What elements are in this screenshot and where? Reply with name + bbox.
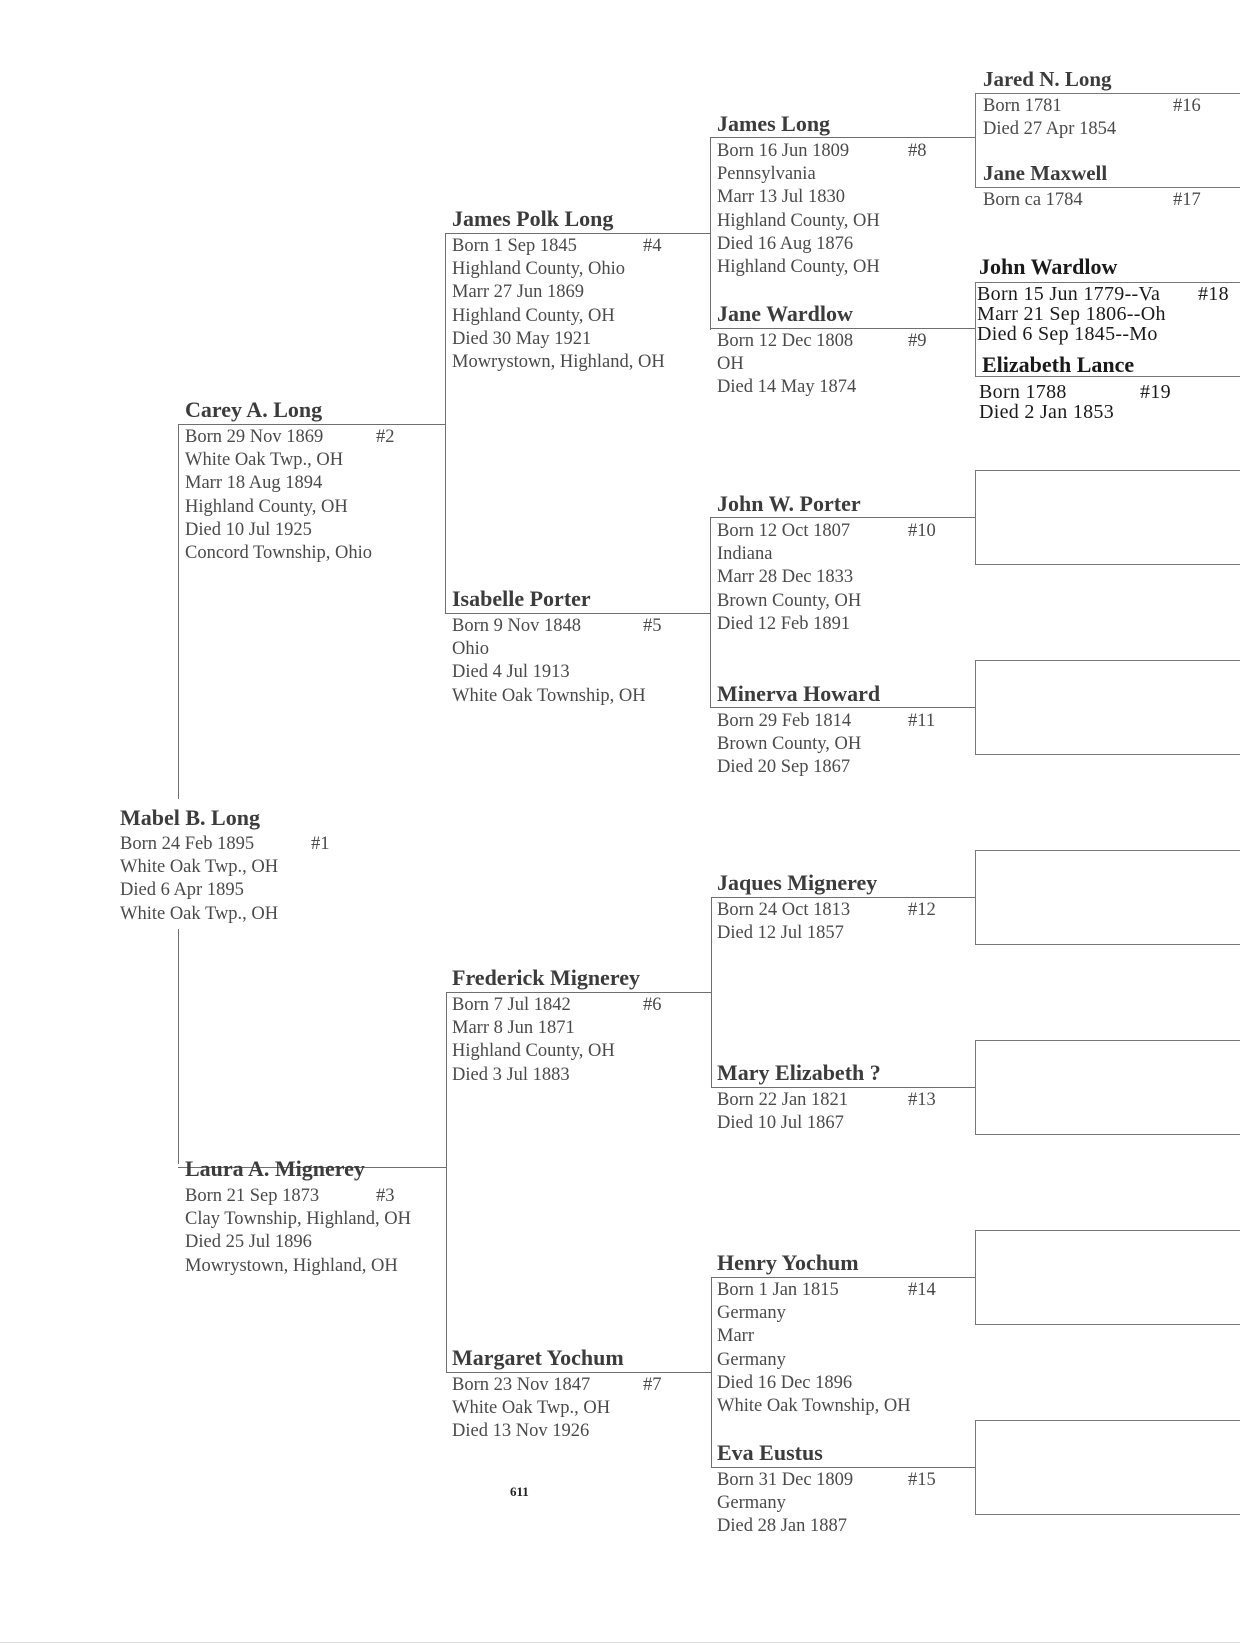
person-number: #12 [908, 900, 936, 920]
person-details [452, 1374, 662, 1444]
detail-line: Indiana [717, 544, 773, 565]
empty-ancestor-box [975, 1040, 1240, 1135]
person-number: #16 [1173, 96, 1201, 116]
empty-ancestor-box [975, 1420, 1240, 1515]
connector [711, 1087, 975, 1088]
detail-line: Born 21 Sep 1873 [185, 1186, 320, 1206]
detail-line: Marr 18 Aug 1894 [185, 473, 323, 494]
empty-ancestor-box [975, 850, 1240, 945]
person-name: Jared N. Long [983, 67, 1112, 91]
detail-line: Clay Township, Highland, OH [185, 1209, 412, 1230]
connector [445, 233, 710, 234]
connector [710, 517, 975, 518]
detail-line: Died 12 Jul 1857 [717, 923, 844, 944]
person-name: Mabel B. Long [120, 805, 260, 830]
person-number: #1 [311, 834, 330, 854]
detail-line: Died 10 Jul 1867 [717, 1113, 844, 1134]
detail-line: Died 25 Jul 1896 [185, 1232, 312, 1253]
person-details [983, 189, 1201, 212]
detail-line: Mowrystown, Highland, OH [185, 1255, 398, 1276]
person-details [977, 283, 1229, 345]
detail-line: OH [717, 354, 744, 375]
person-number: #11 [908, 711, 936, 731]
detail-line: Died 2 Jan 1853 [979, 401, 1115, 423]
detail-line: Germany [717, 1303, 786, 1324]
detail-line: White Oak Twp., OH [120, 857, 279, 878]
person-name: Eva Eustus [717, 1440, 823, 1465]
detail-line: Marr 27 Jun 1869 [452, 282, 585, 303]
connector [445, 233, 446, 613]
connector [710, 328, 975, 329]
person-name: Jane Maxwell [983, 161, 1108, 185]
detail-line: Highland County, Ohio [452, 259, 626, 280]
person-number: #2 [376, 427, 395, 447]
connector [711, 1277, 975, 1278]
detail-line: Died 16 Dec 1896 [717, 1372, 853, 1393]
person-details [979, 381, 1171, 423]
empty-ancestor-box [975, 1230, 1240, 1325]
connector [711, 1277, 712, 1467]
detail-line: White Oak Twp., OH [185, 450, 344, 471]
person-number: #15 [908, 1470, 936, 1490]
detail-line: Pennsylvania [717, 164, 816, 185]
detail-line: Died 10 Jul 1925 [185, 519, 312, 540]
detail-line: Highland County, OH [452, 1041, 615, 1062]
person-details [717, 1279, 936, 1418]
detail-line: Died 28 Jan 1887 [717, 1516, 847, 1537]
person-name: Mary Elizabeth ? [717, 1060, 881, 1085]
person-details [717, 330, 927, 400]
detail-line: Died 6 Apr 1895 [120, 880, 244, 901]
connector [178, 929, 179, 1164]
person-details [185, 426, 395, 565]
connector [446, 992, 711, 993]
detail-line: Marr 21 Sep 1806--Oh [977, 303, 1166, 325]
person-name: Carey A. Long [185, 397, 323, 422]
person-name: John W. Porter [717, 491, 861, 516]
person-number: #13 [908, 1090, 936, 1110]
detail-line: Born 1 Jan 1815 [717, 1280, 839, 1300]
connector [710, 137, 711, 330]
detail-line: Died 30 May 1921 [452, 328, 592, 349]
person-number: #19 [1140, 381, 1171, 403]
connector [446, 1372, 711, 1373]
person-name: John Wardlow [979, 254, 1118, 279]
person-details [717, 1469, 936, 1539]
person-number: #14 [908, 1280, 936, 1300]
connector [446, 992, 447, 1372]
person-name: Minerva Howard [717, 681, 881, 706]
detail-line: Germany [717, 1493, 786, 1514]
person-number: #3 [376, 1186, 395, 1206]
connector [178, 424, 445, 425]
empty-ancestor-box [975, 660, 1240, 755]
person-name: Henry Yochum [717, 1250, 859, 1275]
detail-line: Born 22 Jan 1821 [717, 1090, 849, 1110]
detail-line: Born ca 1784 [983, 190, 1083, 210]
person-name: James Polk Long [452, 206, 614, 231]
empty-ancestor-box [975, 470, 1240, 565]
person-number: #6 [643, 995, 662, 1015]
detail-line: Brown County, OH [717, 590, 862, 611]
detail-line: Born 29 Feb 1814 [717, 711, 852, 731]
person-details [983, 95, 1201, 141]
scan-edge [0, 1642, 1240, 1643]
detail-line: Born 24 Oct 1813 [717, 900, 851, 920]
detail-line: White Oak Township, OH [717, 1395, 911, 1416]
detail-line: Died 20 Sep 1867 [717, 757, 851, 778]
person-number: #18 [1198, 283, 1229, 305]
detail-line: Marr 8 Jun 1871 [452, 1018, 575, 1039]
person-details [717, 1089, 936, 1135]
detail-line: Highland County, OH [717, 256, 880, 277]
detail-line: Born 29 Nov 1869 [185, 427, 324, 447]
person-details [120, 833, 330, 926]
detail-line: Died 3 Jul 1883 [452, 1064, 570, 1085]
person-number: #7 [643, 1375, 662, 1395]
detail-line: Born 24 Feb 1895 [120, 834, 255, 854]
detail-line: Died 16 Aug 1876 [717, 233, 854, 254]
detail-line: Born 12 Oct 1807 [717, 521, 851, 541]
connector [711, 897, 975, 898]
person-name: Jane Wardlow [717, 301, 853, 326]
person-details [185, 1185, 411, 1278]
detail-line: Born 1788 [979, 381, 1067, 403]
page-number: 611 [510, 1484, 529, 1499]
person-number: #10 [908, 521, 936, 541]
detail-line: Born 15 Jun 1779--Va [977, 283, 1161, 305]
detail-line: Born 1781 [983, 96, 1062, 116]
person-name: Margaret Yochum [452, 1345, 624, 1370]
person-number: #17 [1173, 190, 1201, 210]
person-details [717, 140, 927, 279]
person-details [717, 520, 936, 636]
detail-line: Died 13 Nov 1926 [452, 1421, 590, 1442]
person-name: Isabelle Porter [452, 586, 591, 611]
detail-line: Marr [717, 1326, 754, 1347]
person-number: #8 [908, 141, 927, 161]
detail-line: Born 23 Nov 1847 [452, 1375, 591, 1395]
person-number: #9 [908, 331, 927, 351]
detail-line: Born 7 Jul 1842 [452, 995, 571, 1015]
detail-line: Mowrystown, Highland, OH [452, 351, 665, 372]
detail-line: Born 31 Dec 1809 [717, 1470, 854, 1490]
detail-line: Born 12 Dec 1808 [717, 331, 854, 351]
connector [445, 613, 710, 614]
detail-line: Died 14 May 1874 [717, 377, 857, 398]
detail-line: Born 1 Sep 1845 [452, 236, 577, 256]
connector [711, 1467, 975, 1468]
detail-line: Highland County, OH [185, 496, 348, 517]
person-number: #4 [643, 236, 662, 256]
detail-line: Died 6 Sep 1845--Mo [977, 323, 1158, 345]
detail-line: Died 27 Apr 1854 [983, 119, 1117, 140]
person-details [717, 710, 936, 780]
detail-line: Ohio [452, 639, 489, 660]
connector [710, 137, 975, 138]
person-name: Frederick Mignerey [452, 965, 640, 990]
detail-line: Germany [717, 1349, 786, 1370]
detail-line: White Oak Twp., OH [120, 903, 279, 924]
detail-line: White Oak Township, OH [452, 685, 646, 706]
detail-line: Concord Township, Ohio [185, 542, 372, 563]
detail-line: Marr 28 Dec 1833 [717, 567, 854, 588]
person-name: Jaques Mignerey [717, 870, 878, 895]
connector [178, 424, 179, 799]
person-details [452, 994, 662, 1087]
person-details [452, 615, 662, 708]
detail-line: Marr 13 Jul 1830 [717, 187, 845, 208]
detail-line: Died 12 Feb 1891 [717, 613, 851, 634]
connector [711, 897, 712, 1087]
person-name: Laura A. Mignerey [185, 1156, 365, 1181]
detail-line: Highland County, OH [717, 210, 880, 231]
detail-line: Brown County, OH [717, 734, 862, 755]
person-details [717, 899, 936, 945]
person-name: James Long [717, 111, 831, 136]
connector [710, 707, 975, 708]
detail-line: White Oak Twp., OH [452, 1398, 611, 1419]
detail-line: Died 4 Jul 1913 [452, 662, 570, 683]
person-details [452, 235, 665, 374]
detail-line: Highland County, OH [452, 305, 615, 326]
person-name: Elizabeth Lance [982, 352, 1135, 377]
detail-line: Born 9 Nov 1848 [452, 616, 581, 636]
connector [710, 517, 711, 707]
person-number: #5 [643, 616, 662, 636]
detail-line: Born 16 Jun 1809 [717, 141, 850, 161]
